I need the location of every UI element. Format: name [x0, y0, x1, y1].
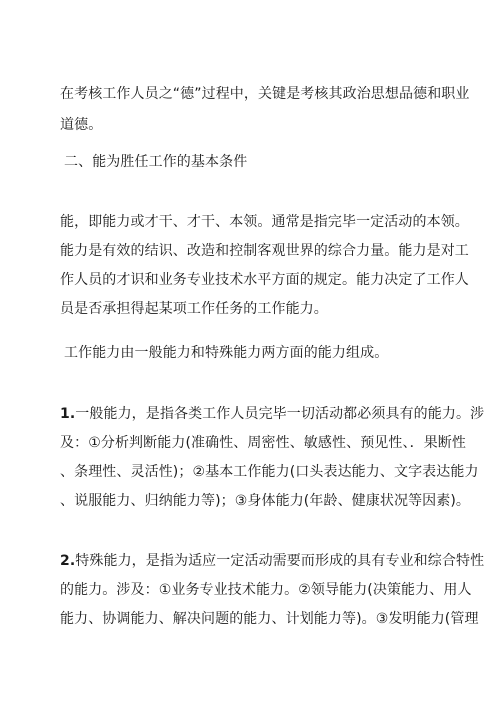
paragraph-text: 一般能力，是指各类工作人员完毕一切活动都必须具有的能力。涉 [75, 406, 485, 422]
paragraph-line: 员是否承担得起某项工作任务的工作能力。 [60, 301, 328, 317]
paragraph-line: 道德。 [60, 117, 103, 133]
section-heading: 二、能为胜任工作的基本条件 [64, 154, 248, 170]
item-number: 1. [60, 406, 76, 422]
paragraph-line: 及：①分析判断能力(准确性、周密性、敏感性、预见性、．果断性 [60, 435, 467, 451]
paragraph-line: 、条理性、灵活性)；②基本工作能力(口头表达能力、文字表达能力 [60, 464, 479, 480]
paragraph-line: 、说服能力、归纳能力等)；③身体能力(年龄、健康状况等因素)。 [60, 493, 471, 509]
paragraph-line: 能力是有效的结识、改造和控制客观世界的综合力量。能力是对工 [60, 243, 469, 259]
paragraph-line: 作人员的才识和业务专业技术水平方面的规定。能力决定了工作人 [60, 272, 469, 288]
numbered-paragraph-line [60, 404, 485, 424]
paragraph-text: 特殊能力，是指为适应一定活动需要而形成的具有专业和综合特性 [75, 553, 485, 569]
paragraph-line: 工作能力由一般能力和特殊能力两方面的能力组成。 [64, 345, 389, 361]
paragraph-line: 的能力。涉及：①业务专业技术能力。②领导能力(决策能力、用人 [60, 582, 472, 598]
paragraph-line: 能力、协调能力、解决问题的能力、计划能力等)。③发明能力(管理 [60, 611, 479, 627]
item-number: 2. [60, 553, 76, 569]
numbered-paragraph-line [60, 551, 485, 571]
paragraph-line: 能，即能力或才干、才干、本领。通常是指完毕一定活动的本领。 [60, 214, 469, 230]
paragraph-line: 在考核工作人员之“德”过程中，关键是考核其政治思想品德和职业 [60, 86, 470, 102]
